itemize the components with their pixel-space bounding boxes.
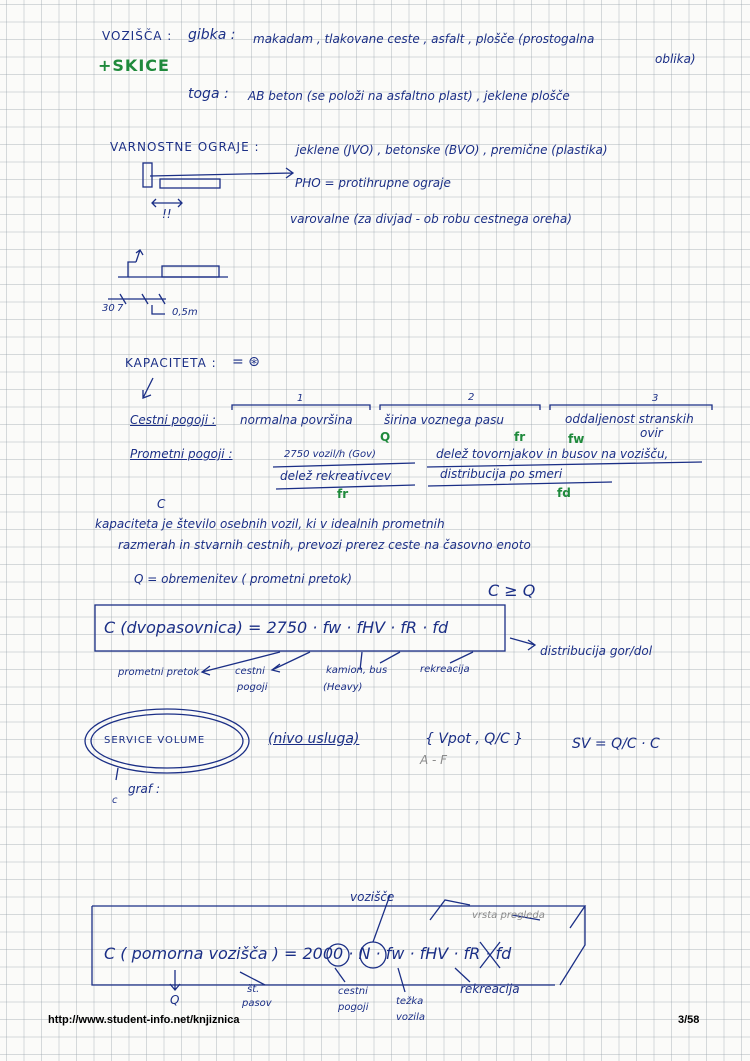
formula2-cestni: cestni xyxy=(338,986,368,997)
varovalne-note: varovalne (za divjad - ob robu cestnega oreha) xyxy=(290,212,572,226)
kapaciteta-label: KAPACITETA : xyxy=(125,356,217,370)
guardrail-road-sketch xyxy=(160,179,220,188)
cestni-3b: ovir xyxy=(640,426,663,440)
gibka-label: gibka : xyxy=(188,27,236,43)
toga-items: AB beton (se položi na asfaltno plast) , jeklene plošče xyxy=(248,89,570,103)
formula2-tezka: težka xyxy=(396,996,424,1007)
num-1: 1 xyxy=(297,393,304,404)
down-arrow xyxy=(143,378,153,398)
num-3: 3 xyxy=(652,393,659,404)
mark-fw: fw xyxy=(568,432,585,446)
prometni-pogoji-label: Prometni pogoji : xyxy=(130,447,233,461)
mark-q: Q xyxy=(380,430,391,444)
dim-b: 7 xyxy=(117,303,124,314)
graf-label: graf : xyxy=(128,782,160,796)
cestni-2: širina voznega pasu xyxy=(384,413,504,427)
definition-line-1: kapaciteta je število osebnih vozil, ki v idealnih prometnih xyxy=(95,517,445,531)
pointer-arrow xyxy=(150,168,293,178)
prometni-3: delež rekreativcev xyxy=(280,469,391,483)
footer-page-number: 3/58 xyxy=(678,1014,700,1026)
formula2-vrsta: vrsta pregleda xyxy=(472,910,545,921)
dim-a: 30 xyxy=(102,303,115,314)
footer-url: http://www.student-info.net/knjiznica xyxy=(48,1014,240,1026)
formula2-pasov: pasov xyxy=(242,998,272,1009)
service-volume-label: SERVICE VOLUME xyxy=(104,735,206,746)
kapaciteta-star: = ⊛ xyxy=(232,354,260,370)
skice-note: +SKICE xyxy=(98,56,170,75)
formula2-st: št. xyxy=(247,984,260,995)
formula1-distr: distribucija gor/dol xyxy=(540,644,653,658)
road-block-sketch xyxy=(162,266,219,277)
formula1-kamion: kamion, bus xyxy=(326,665,388,676)
definition-line-2: razmerah in stvarnih cestnih, prevozi prerez ceste na časovno enoto xyxy=(118,538,531,552)
bracket-1 xyxy=(232,405,370,410)
prometni-2: delež tovornjakov in busov na vozišču, xyxy=(436,447,669,461)
excl-note: !! xyxy=(162,207,172,221)
mark-fd: fd xyxy=(557,486,571,500)
formula2-vozisce: vozišče xyxy=(350,890,395,904)
dim-c: 0,5m xyxy=(172,307,198,318)
service-af: A - F xyxy=(420,753,448,767)
pho-note: PHO = protihrupne ograje xyxy=(295,176,451,190)
formula2-pogoji: pogoji xyxy=(338,1002,369,1013)
cestni-3: oddaljenost stranskih xyxy=(565,412,694,426)
formula2-vozila: vozila xyxy=(396,1012,425,1023)
bracket-3 xyxy=(550,405,712,410)
prometni-4: distribucija po smeri xyxy=(440,467,563,481)
service-sv: SV = Q/C · C xyxy=(572,736,660,752)
num-2: 2 xyxy=(468,392,475,403)
formula1-rekreacija: rekreacija xyxy=(420,664,470,675)
formula2-rekreacija: rekreacija xyxy=(460,982,520,996)
mark-fr: fr xyxy=(514,430,526,444)
prometni-1: 2750 vozil/h (Gov) xyxy=(284,449,376,460)
gibka-items: makadam , tlakovane ceste , asfalt , plošče (prostogalna xyxy=(253,32,595,46)
ograje-label: VARNOSTNE OGRAJE : xyxy=(110,140,260,154)
service-set: { Vpot , Q/C } xyxy=(425,731,524,747)
graf-c: c xyxy=(112,795,118,806)
formula1: C (dvopasovnica) = 2750 · fw · fHV · fR · fd xyxy=(104,618,449,637)
guardrail-post-sketch xyxy=(143,163,152,187)
bracket-2 xyxy=(380,405,540,410)
gibka-items-cont: oblika) xyxy=(655,52,696,66)
mark-c: C xyxy=(157,497,166,511)
definition-line-3: Q = obremenitev ( prometni pretok) xyxy=(134,572,352,586)
formula1-pogoji: pogoji xyxy=(237,682,268,693)
formula1-cestni: cestni xyxy=(235,666,265,677)
width-arrow xyxy=(152,199,182,207)
mark-fr2: fr xyxy=(337,487,349,501)
formula1-pretok: prometni pretok xyxy=(118,667,200,678)
toga-label: toga : xyxy=(188,86,229,102)
cestni-pogoji-label: Cestni pogoji : xyxy=(130,413,216,427)
formula1-heavy: (Heavy) xyxy=(323,682,363,693)
guardrail-profile-sketch xyxy=(128,250,143,277)
vozisca-label: VOZIŠČA : xyxy=(102,29,173,43)
service-nivo: (nivo usluga) xyxy=(268,731,360,747)
c-ge-q: C ≥ Q xyxy=(488,581,536,600)
formula2: C ( pomorna vozišča ) = 2000 · N · fw · fHV · fR · fd xyxy=(104,944,512,963)
ograje-types: jeklene (JVO) , betonske (BVO) , premične (plastika) xyxy=(296,143,608,157)
dimension-tick xyxy=(152,305,165,314)
formula2-q: Q xyxy=(170,993,180,1007)
cestni-1: normalna površina xyxy=(240,413,353,427)
